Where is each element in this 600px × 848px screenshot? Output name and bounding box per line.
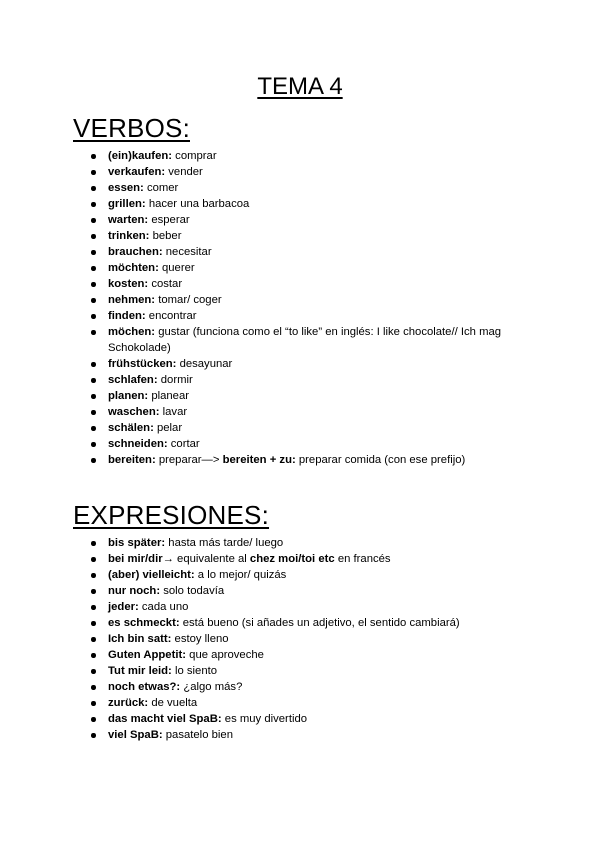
list-item [89,308,529,324]
list-item [89,727,529,743]
term: möchten: [108,262,159,274]
meaning: ¿algo más? [183,681,243,693]
meaning: dormir [160,374,193,386]
meaning: encontrar [148,310,197,322]
term: grillen: [108,198,146,210]
term: bereiten + zu: [222,454,296,466]
list-item [89,711,529,727]
expresiones-list-b [89,567,529,743]
term: schälen: [108,422,154,434]
term: frühstücken: [108,358,177,370]
term: finden: [108,310,146,322]
meaning: está bueno (si añades un adjetivo, el sentido cambiará) [182,617,460,629]
page-title: TEMA 4 [257,73,343,100]
term: das macht viel SpaB: [108,713,222,725]
meaning: que aproveche [189,649,264,661]
list-item [89,663,529,679]
list-item [89,164,529,180]
meaning: estoy lleno [174,633,229,645]
meaning: comer [146,182,179,194]
term: (aber) vielleicht: [108,569,195,581]
expresiones-list [89,535,529,567]
meaning: necesitar [165,246,212,258]
meaning: de vuelta [151,697,198,709]
meaning: a lo mejor/ quizás [197,569,287,581]
meaning: planear [151,390,189,402]
term: zurück: [108,697,149,709]
meaning: comprar [175,150,217,162]
list-item [89,567,529,583]
meaning: cada uno [141,601,189,613]
list-item [89,551,529,567]
list-item [89,212,529,228]
term: bis später: [108,537,166,549]
term: waschen: [108,406,160,418]
verbos-heading: VERBOS: [73,113,190,143]
list-item [89,260,529,276]
term: brauchen: [108,246,163,258]
meaning: preparar comida (con ese prefijo) [298,454,466,466]
term: bei mir/dir [108,553,163,565]
term: warten: [108,214,149,226]
meaning: cortar [170,438,200,450]
meaning: lo siento [174,665,218,677]
term: trinken: [108,230,150,242]
meaning: esperar [151,214,190,226]
meaning: lavar [162,406,188,418]
meaning: pasatelo bien [165,729,233,741]
list-item [89,388,529,404]
meaning: solo todavía [163,585,225,597]
list-item [89,420,529,436]
term: viel SpaB: [108,729,163,741]
list-item [89,436,529,452]
term: schlafen: [108,374,158,386]
meaning: beber [152,230,182,242]
meaning: gustar (funciona como el “to like” en inglés: I like chocolate// Ich mag Schokolade) [108,326,502,354]
term: kosten: [108,278,149,290]
list-item [89,276,529,292]
term: es schmeckt: [108,617,180,629]
list-item [89,583,529,599]
term: Tut mir leid: [108,665,172,677]
meaning: querer [161,262,195,274]
list-item [89,679,529,695]
meaning: tomar/ coger [158,294,222,306]
meaning: pelar [156,422,183,434]
term: Ich bin satt: [108,633,172,645]
list-item [89,324,529,356]
term: nehmen: [108,294,156,306]
term: (ein)kaufen: [108,150,173,162]
term: nur noch: [108,585,161,597]
meaning: es muy divertido [224,713,308,725]
list-item [89,599,529,615]
list-item [89,196,529,212]
term: chez moi/toi etc [249,553,335,565]
term: bereiten: [108,454,156,466]
meaning: hasta más tarde/ luego [168,537,284,549]
meaning: vender [168,166,203,178]
meaning: hacer una barbacoa [148,198,250,210]
term: noch etwas?: [108,681,181,693]
term: verkaufen: [108,166,166,178]
meaning: preparar—> [158,454,220,466]
list-item [89,244,529,260]
meaning: en francés [337,553,391,565]
term: Guten Appetit: [108,649,187,661]
list-item [89,356,529,372]
term: schneiden: [108,438,168,450]
list-item [89,148,529,164]
list-item [89,292,529,308]
expresiones-heading: EXPRESIONES: [73,500,270,530]
term: planen: [108,390,149,402]
list-item [89,615,529,631]
term: essen: [108,182,144,194]
meaning: desayunar [179,358,233,370]
list-item [89,404,529,420]
term: jeder: [108,601,139,613]
list-item [89,180,529,196]
meaning: → equivalente al [162,553,247,565]
list-item [89,228,529,244]
term: möchen: [108,326,156,338]
list-item [89,452,529,468]
list-item [89,647,529,663]
list-item [89,535,529,551]
verbos-list [89,148,529,452]
list-item [89,372,529,388]
verbos-list-tail [89,452,529,468]
meaning: costar [151,278,183,290]
list-item [89,695,529,711]
list-item [89,631,529,647]
